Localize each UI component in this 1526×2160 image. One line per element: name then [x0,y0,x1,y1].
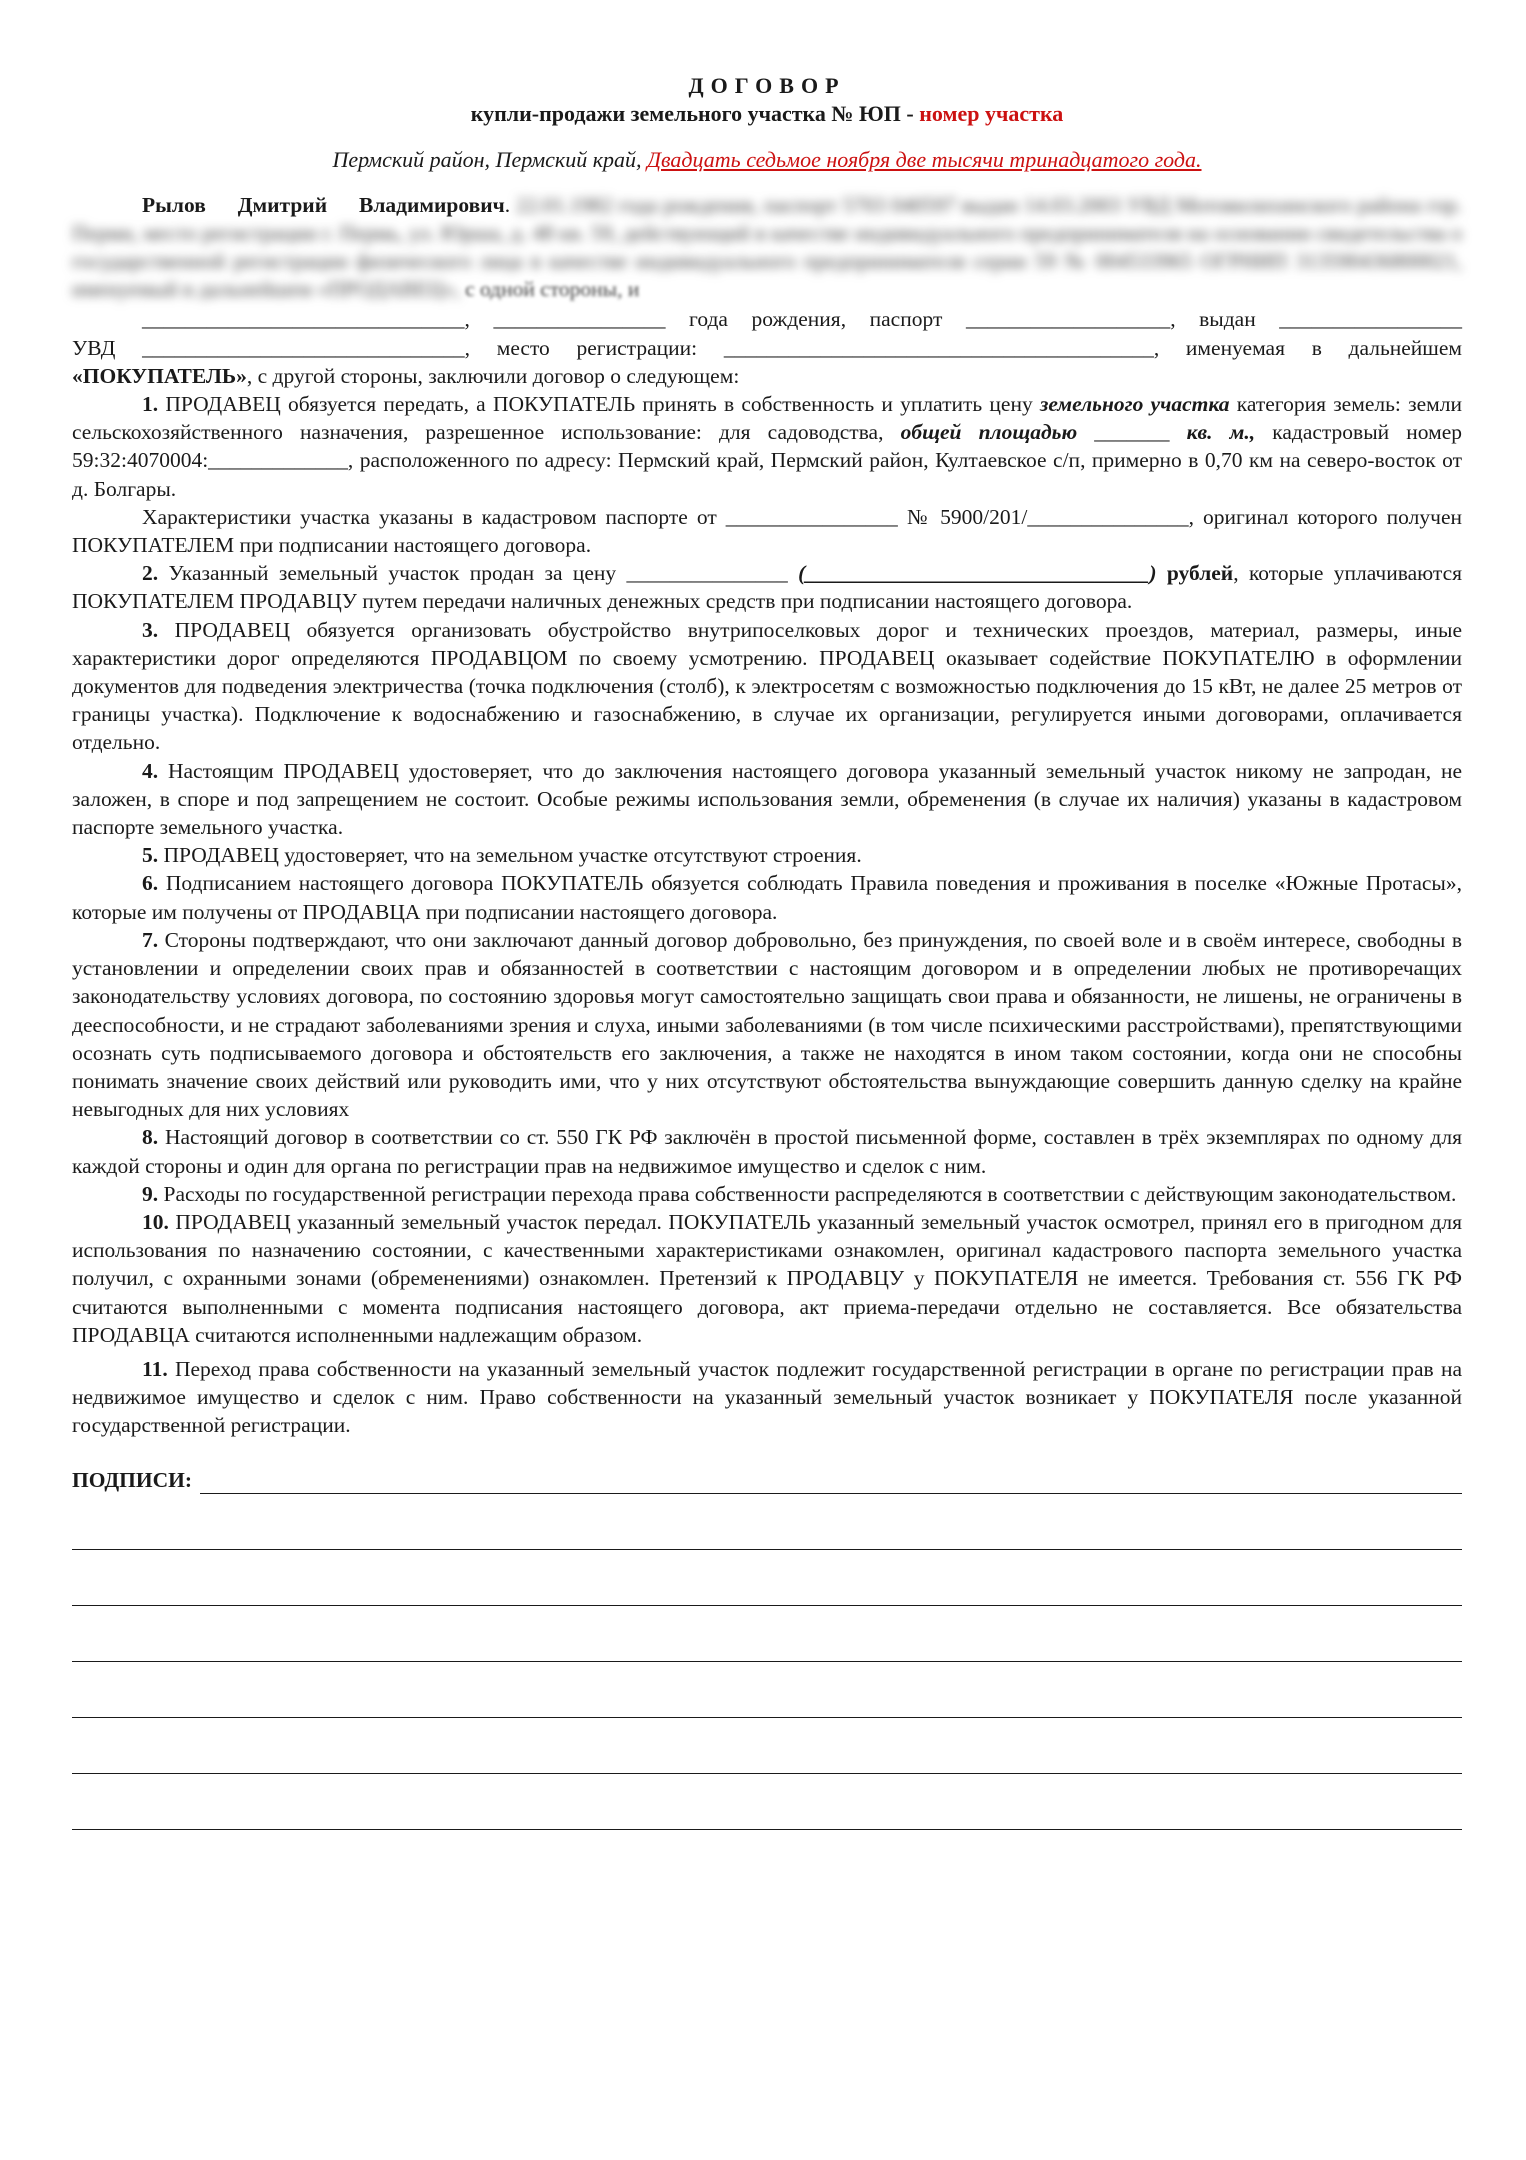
buyer-name-blank: ______________________________, [142,307,470,332]
clause-1: 1. ПРОДАВЕЦ обязуется передать, а ПОКУПАТЕЛЬ принять в собственность и уплатить цену земельного участка категория земель: земли сельскохозяйственного назначения, разрешенное использование: для садоводства, общей площадью _______ кв. м., кадастровый номер 59:32:4070004:_____________, расположенного по адресу: Пермский край, Пермский район, Култаевское с/п, примерно в 0,70 км на северо-восток от д. Болгары. [72,392,1463,501]
clause-4: 4. Настоящим ПРОДАВЕЦ удостоверяет, что до заключения настоящего договора указанный земельный участок никому не запродан, не заложен, в споре и под запрещением не состоит. Особые режимы использования земли, обременения (в случае их наличия) указаны в кадастровом паспорте земельного участка. [72,758,1462,840]
clause-1-characteristics: Характеристики участка указаны в кадастровом паспорте от ________________ № 5900/201/_______________, оригинал которого получен ПОКУПАТЕЛЕМ при подписании настоящего договора. [72,504,1462,558]
clause-11: 11. Переход права собственности на указанный земельный участок подлежит государственной регистрации в органе по регистрации прав на недвижимое имущество и сделок с ним. Право собственности на указанный земельный участок возникает у ПОКУПАТЕЛЯ после указанной государственной регистрации. [72,1356,1462,1438]
signatures-label: ПОДПИСИ: [72,1467,193,1492]
clause-6: 6. Подписанием настоящего договора ПОКУПАТЕЛЬ обязуется соблюдать Правила поведения и проживания в поселке «Южные Протасы», которые им получены от ПРОДАВЦА при подписании настоящего договора. [72,871,1462,924]
signature-line [72,1550,1462,1606]
seller-details-redacted: 22.01.1982 года рождения, паспорт 5703 040597 выдан 14.03.2003 УВД Мотовилихинского района гор. Перми, место регистрации г. Пермь, ул. Юрша, д. 48 кв. 59, действующий в качестве индивидуального предпринимателя на основании свидетельства о государственной регистрации физического лица в качестве индивидуального предпринимателя серии 59 № 004533965 ОГРНИП 313590436800021, именуемый в дальнейшем «ПРОДАВЕЦ», [72,192,1463,302]
clause-10: 10. ПРОДАВЕЦ указанный земельный участок передал. ПОКУПАТЕЛЬ указанный земельный участок осмотрел, принял его в пригодном для использования по назначению состоянии, с качественными характеристиками ознакомлен, оригинал кадастрового паспорта земельного участка получил, с охранными зонами (обременениями) ознакомлен. Претензий к ПРОДАВЦУ у ПОКУПАТЕЛЯ не имеется. Требования ст. 556 ГК РФ считаются выполненными с момента подписания настоящего договора, акт приема-передачи отдельно не составляется. Все обязательства ПРОДАВЦА считаются исполненными надлежащим образом. [72,1209,1462,1347]
clause-3: 3. ПРОДАВЕЦ обязуется организовать обустройство внутрипоселковых дорог и технических проездов, материал, размеры, иные характеристики дорог определяются ПРОДАВЦОМ по своему усмотрению. ПРОДАВЕЦ оказывает содействие ПОКУПАТЕЛЮ в оформлении документов для подведения электричества (точка подключения (столб), к электросетям с возможностью подключения до 15 кВт, не далее 25 метров от границы участка). Подключение к водоснабжению и газоснабжению, в случае их организации, регулируется иными договорами, оплачивается отдельно. [72,617,1462,755]
signature-line [72,1774,1462,1830]
contract-subtitle [72,100,1462,128]
signature-line [72,1662,1462,1718]
contract-title: ДОГОВОР [688,73,846,98]
signature-line [200,1471,1462,1494]
seller-paragraph: Рылов Дмитрий Владимирович. 22.01.1982 года рождения, паспорт 5703 040597 выдан 14.03.2003 УВД Мотовилихинского района гор. Перми, место регистрации г. Пермь, ул. Юрша, д. 48 кв. 59, действующий в качестве индивидуального предпринимателя на основании свидетельства о государственной регистрации физического лица в качестве индивидуального предпринимателя серии 59 № 004533965 ОГРНИП 313590436800021, именуемый в дальнейшем «ПРОДАВЕЦ», с одной стороны, и [72,192,1463,302]
place-text: Пермский район, Пермский край, [332,147,647,173]
subtitle-text: купли-продажи земельного участка № ЮП - [470,101,920,127]
signature-line [72,1494,1462,1550]
seller-name: Рылов Дмитрий Владимирович [142,192,505,217]
date-text: Двадцать седьмое ноября две тысячи тринадцатого года. [647,147,1202,173]
clause-5: 5. ПРОДАВЕЦ удостоверяет, что на земельном участке отсутствуют строения. [142,843,862,868]
signature-line [72,1606,1462,1662]
buyer-role: «ПОКУПАТЕЛЬ» [72,363,247,388]
buyer-line-3: «ПОКУПАТЕЛЬ», с другой стороны, заключили договор о следующем: [72,363,740,388]
signatures-heading [72,1466,1462,1494]
buyer-line-2: УВД ______________________________, место регистрации: ________________________________________, именуемая в дальнейшем [72,335,1463,360]
buyer-issued-blank: _________________ [1279,307,1463,332]
clause-8: 8. Настоящий договор в соответствии со ст. 550 ГК РФ заключён в простой письменной форме, составлен в трёх экземплярах по одному для каждой стороны и один для органа по регистрации прав на недвижимое имущество и сделок с ним. [72,1125,1462,1178]
place-and-date [72,146,1462,174]
buyer-line-1: ______________________________, ________________ года рождения, паспорт ___________________, выдан _________________ [142,307,1463,332]
seller-tail: с одной стороны, и [465,277,640,302]
signature-line [72,1718,1462,1774]
buyer-birthdate-blank: ________________ [493,307,666,332]
buyer-uvd-blank: ______________________________ [142,335,465,360]
buyer-address-blank: ________________________________________ [723,335,1154,360]
plot-number-placeholder: номер участка [919,101,1064,127]
clause-7: 7. Стороны подтверждают, что они заключают данный договор добровольно, без принуждения, по своей воле и в своём интересе, свободны в установлении и определении своих прав и обязанностей в соответствии с настоящим договором и в определении любых не противоречащих законодательству условиях договора, по состоянию здоровья могут самостоятельно защищать свои права и обязанности, не лишены, не ограничены в дееспособности, и не страдают заболеваниями зрения и слуха, иными заболеваниями (в том числе психическими расстройствами), препятствующими осознать суть подписываемого договора и обстоятельств его заключения, а также не находятся в ином таком состоянии, когда они не способны понимать значение своих действий или руководить ими, что у них отсутствуют обстоятельства вынуждающие совершить данную сделку на крайне невыгодных для них условиях [72,927,1462,1122]
clause-2: 2. Указанный земельный участок продан за цену _______________ (________________________________) рублей, которые уплачиваются ПОКУПАТЕЛЕМ ПРОДАВЦУ путем передачи наличных денежных средств при подписании настоящего договора. [72,561,1462,614]
clause-9: 9. Расходы по государственной регистрации перехода права собственности распределяются в соответствии с действующим законодательством. [142,1181,1457,1206]
buyer-passport-blank: ___________________ [965,307,1171,332]
